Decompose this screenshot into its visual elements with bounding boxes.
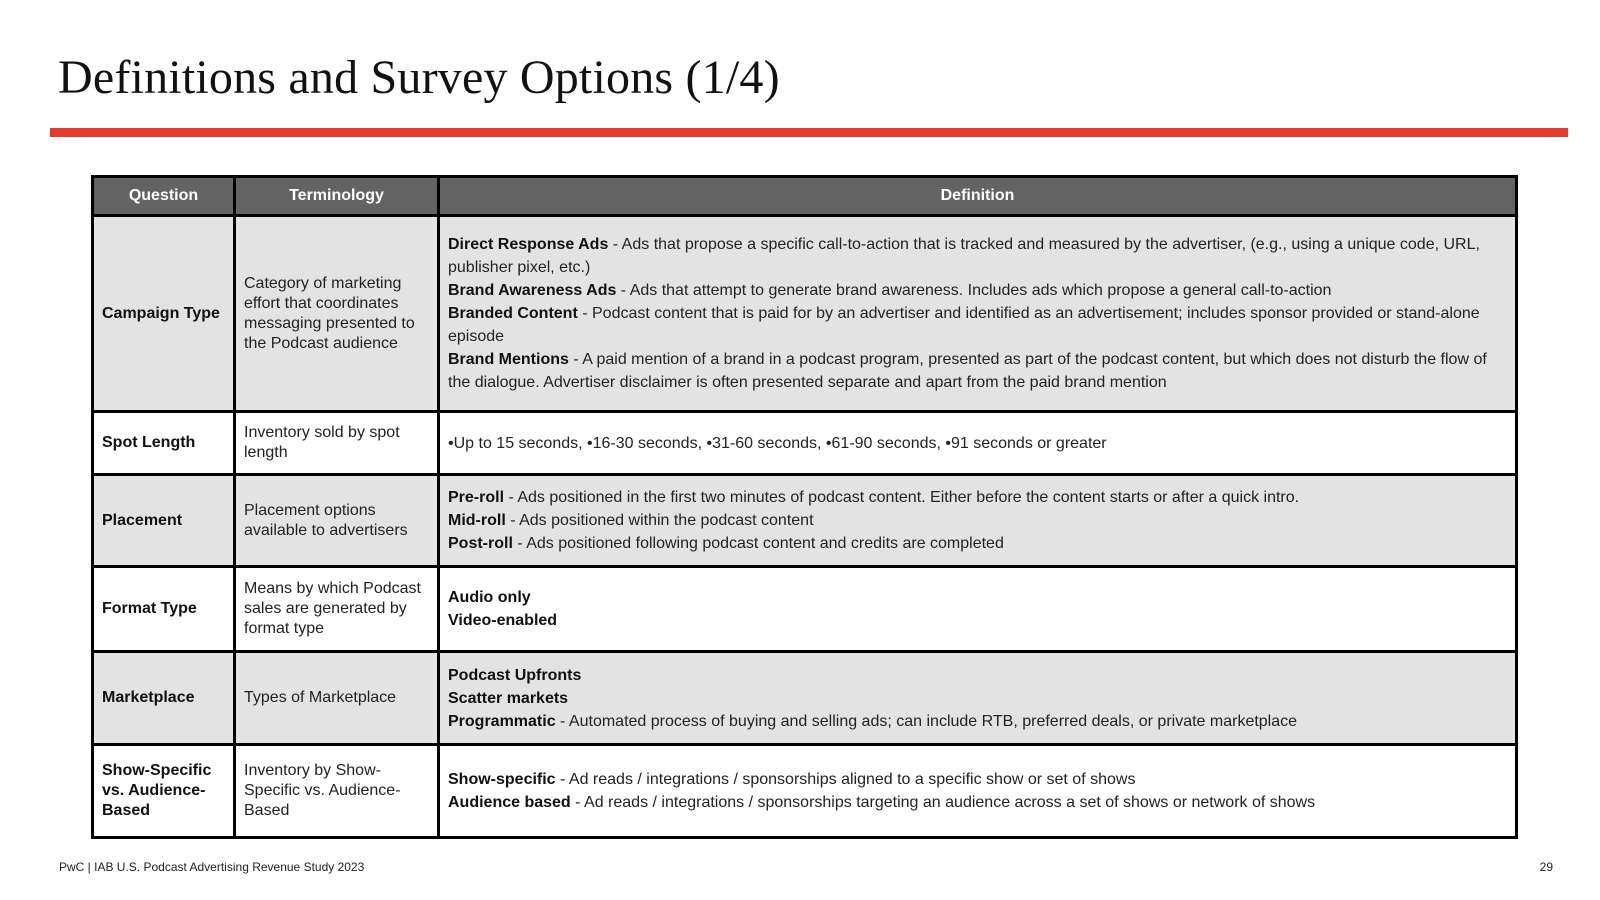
definition-term: Direct Response Ads (448, 236, 609, 253)
table-row-spot-length (93, 412, 1517, 475)
definition-cell (439, 745, 1517, 838)
definition-text: - Ads that attempt to generate brand awareness. Includes ads which propose a general call-to-action (616, 282, 1332, 299)
terminology-cell: Types of Marketplace (235, 652, 439, 745)
table-row-placement (93, 475, 1517, 567)
question-cell: Placement (93, 475, 235, 567)
definition-text: - Ad reads / integrations / sponsorships targeting an audience across a set of shows or network of shows (570, 794, 1316, 811)
definition-item (448, 586, 1505, 609)
slide-title: Definitions and Survey Options (1/4) (58, 51, 780, 104)
definition-cell (439, 216, 1517, 412)
definition-item (448, 233, 1505, 279)
definition-item (448, 348, 1505, 394)
definition-item (448, 486, 1505, 509)
definition-term: Audio only (448, 589, 531, 606)
definition-item (448, 687, 1505, 710)
definitions-table (91, 175, 1518, 839)
question-cell: Format Type (93, 567, 235, 652)
header-definition: Definition (439, 177, 1517, 216)
definition-cell (439, 412, 1517, 475)
question-cell: Marketplace (93, 652, 235, 745)
definition-item (448, 432, 1505, 455)
definition-item (448, 509, 1505, 532)
definition-text: - Automated process of buying and selling ads; can include RTB, preferred deals, or private marketplace (555, 712, 1298, 730)
definition-term: Brand Mentions (448, 351, 569, 368)
definition-term: Pre-roll (448, 489, 505, 506)
definition-item (448, 609, 1505, 632)
definition-term: Brand Awareness Ads (448, 282, 617, 299)
definition-item (448, 791, 1505, 814)
definition-item (448, 279, 1505, 302)
question-cell: Show-Specific vs. Audience-Based (93, 745, 235, 838)
table-row-format-type (93, 567, 1517, 652)
definition-text: - Ads positioned within the podcast content (505, 512, 814, 529)
definition-text: •Up to 15 seconds, •16-30 seconds, •31-60 seconds, •61-90 seconds, •91 seconds or greater (448, 434, 1107, 452)
question-cell: Campaign Type (93, 216, 235, 412)
definition-item (448, 302, 1505, 348)
definition-text: - Podcast content that is paid for by an advertiser and identified as an advertisement; includes sponsor provided or stand-alone episode (448, 305, 1480, 345)
definition-text: - A paid mention of a brand in a podcast program, presented as part of the podcast content, but which does not disturb the flow of the dialogue. Advertiser disclaimer is often presented separate and apart from the paid brand mention (448, 351, 1487, 391)
table-row-marketplace (93, 652, 1517, 745)
definition-term: Branded Content (448, 305, 578, 322)
definition-term: Mid-roll (448, 512, 506, 529)
terminology-cell: Placement options available to advertisers (235, 475, 439, 567)
definition-item (448, 710, 1505, 733)
definition-term: Show-specific (448, 771, 556, 788)
definition-cell (439, 567, 1517, 652)
table-row-campaign-type (93, 216, 1517, 412)
definition-term: Podcast Upfronts (448, 666, 582, 684)
title-accent-rule (50, 128, 1568, 137)
definition-item (448, 664, 1505, 687)
definition-term: Programmatic (448, 712, 556, 730)
definition-text: - Ads positioned in the first two minutes of podcast content. Either before the content starts or after a quick intro. (504, 489, 1300, 506)
header-terminology: Terminology (235, 177, 439, 216)
terminology-cell: Means by which Podcast sales are generated by format type (235, 567, 439, 652)
definition-item (448, 768, 1505, 791)
definition-term: Scatter markets (448, 689, 569, 707)
definition-cell (439, 475, 1517, 567)
definition-text: - Ad reads / integrations / sponsorships aligned to a specific show or set of shows (555, 771, 1136, 788)
slide-footer: PwC | IAB U.S. Podcast Advertising Revenue Study 2023 (59, 860, 365, 874)
header-question: Question (93, 177, 235, 216)
definition-text: - Ads that propose a specific call-to-action that is tracked and measured by the advertiser, (e.g., using a unique code, URL, publisher pixel, etc.) (448, 236, 1480, 276)
definition-term: Audience based (448, 794, 571, 811)
definition-item (448, 532, 1505, 555)
definition-text: - Ads positioned following podcast content and credits are completed (512, 535, 1004, 552)
table-header-row (93, 177, 1517, 216)
definition-term: Video-enabled (448, 612, 558, 629)
definition-cell (439, 652, 1517, 745)
terminology-cell: Inventory sold by spot length (235, 412, 439, 475)
terminology-cell: Category of marketing effort that coordinates messaging presented to the Podcast audience (235, 216, 439, 412)
definition-term: Post-roll (448, 535, 513, 552)
terminology-cell: Inventory by Show-Specific vs. Audience-Based (235, 745, 439, 838)
question-cell: Spot Length (93, 412, 235, 475)
page-number: 29 (1539, 860, 1553, 874)
table-row-show-specific (93, 745, 1517, 838)
